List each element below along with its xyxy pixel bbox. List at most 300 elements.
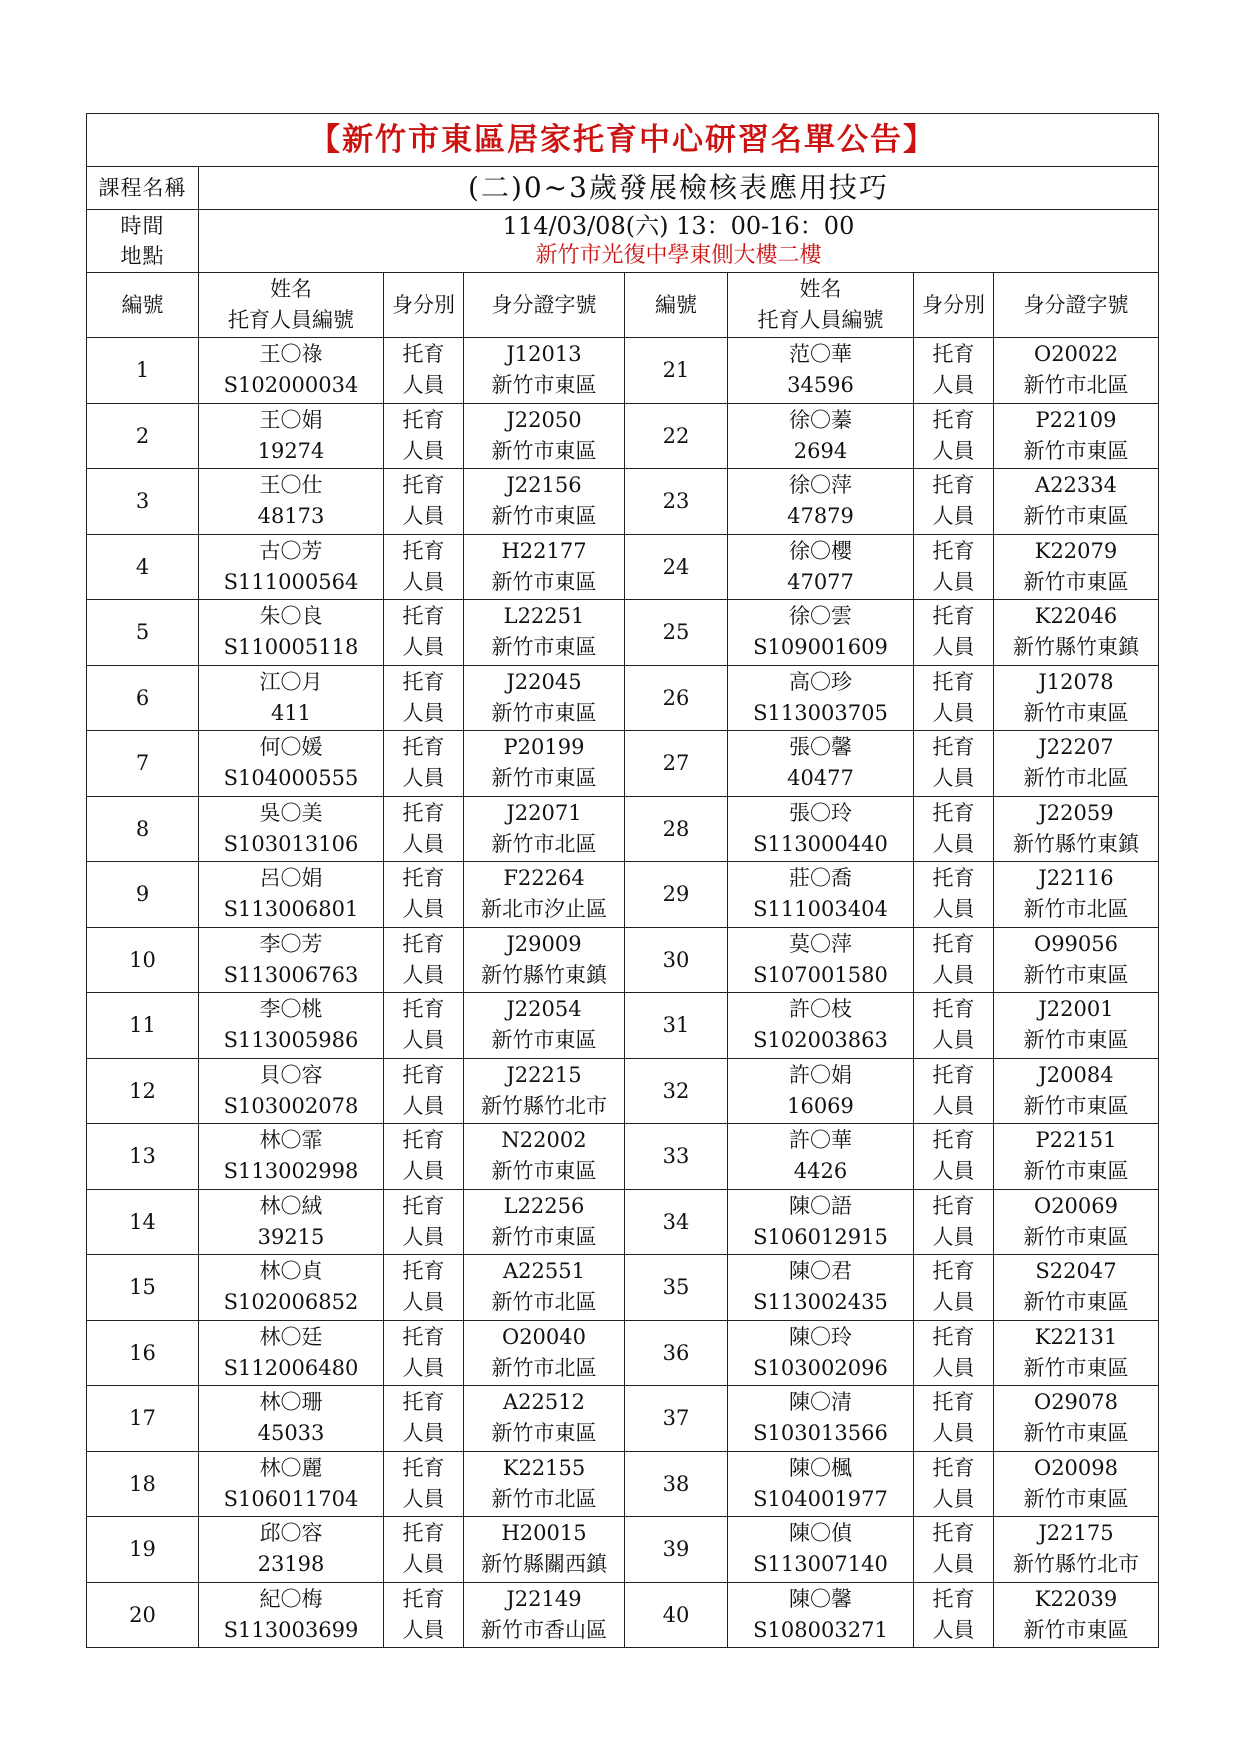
entry-identity-cell bbox=[384, 534, 464, 600]
table-row bbox=[87, 993, 1159, 1059]
entry-name: 許〇華 bbox=[789, 1128, 852, 1153]
entry-name: 陳〇馨 bbox=[789, 1586, 852, 1611]
entry-idnumber-cell bbox=[464, 1255, 625, 1321]
entry-identity-line2: 人員 bbox=[402, 1355, 445, 1380]
entry-number: 24 bbox=[625, 534, 728, 600]
entry-code: 2694 bbox=[793, 438, 848, 463]
entry-code: S113003705 bbox=[753, 700, 888, 725]
entry-idnumber: J22059 bbox=[1038, 800, 1114, 825]
entry-name-cell bbox=[199, 862, 384, 928]
entry-area: 新竹市香山區 bbox=[481, 1617, 607, 1642]
entry-area: 新竹市東區 bbox=[491, 766, 597, 791]
entry-name-cell bbox=[728, 862, 914, 928]
entry-code: S107001580 bbox=[753, 962, 888, 987]
entry-identity-line2: 人員 bbox=[932, 1224, 975, 1249]
entry-identity-cell bbox=[384, 1320, 464, 1386]
entry-identity-cell bbox=[384, 1255, 464, 1321]
entry-name-cell bbox=[728, 534, 914, 600]
entry-code: 34596 bbox=[787, 373, 854, 398]
entry-identity-line2: 人員 bbox=[932, 1552, 975, 1577]
time-value: 114/03/08(六) 13：00-16：00 bbox=[502, 212, 855, 240]
entry-name-cell bbox=[728, 993, 914, 1059]
entry-idnumber: A22551 bbox=[503, 1259, 585, 1284]
entry-identity-line2: 人員 bbox=[402, 897, 445, 922]
entry-idnumber-cell bbox=[994, 731, 1159, 797]
entry-area: 新竹縣竹東鎮 bbox=[481, 962, 607, 987]
entry-area: 新竹市北區 bbox=[491, 1290, 597, 1315]
entry-identity-cell bbox=[384, 1189, 464, 1255]
table-row bbox=[87, 862, 1159, 928]
entry-idnumber-cell bbox=[464, 993, 625, 1059]
entry-identity-line1: 托育 bbox=[932, 800, 975, 825]
header-name-line2: 托育人員編號 bbox=[228, 308, 354, 332]
entry-number: 33 bbox=[625, 1124, 728, 1190]
entry-idnumber-cell bbox=[464, 1058, 625, 1124]
entry-area: 新竹市東區 bbox=[491, 504, 597, 529]
entry-idnumber: J12078 bbox=[1038, 669, 1114, 694]
entry-name-cell bbox=[728, 338, 914, 404]
entry-identity-line2: 人員 bbox=[932, 1028, 975, 1053]
entry-code: 39215 bbox=[257, 1224, 325, 1249]
entry-idnumber: K22046 bbox=[1034, 604, 1118, 629]
entry-identity-cell bbox=[384, 731, 464, 797]
entry-code: 4426 bbox=[793, 1159, 848, 1184]
entry-identity-line1: 托育 bbox=[932, 1455, 975, 1480]
entry-identity-line2: 人員 bbox=[932, 1355, 975, 1380]
entry-idnumber-cell bbox=[994, 1582, 1159, 1648]
entry-identity-cell bbox=[914, 1058, 994, 1124]
entry-name-cell bbox=[199, 1517, 384, 1583]
entry-number: 2 bbox=[87, 403, 199, 469]
entry-number: 16 bbox=[87, 1320, 199, 1386]
entry-idnumber-cell bbox=[464, 1124, 625, 1190]
entry-name-cell bbox=[199, 534, 384, 600]
entry-idnumber-cell bbox=[994, 1451, 1159, 1517]
entry-code: S113002435 bbox=[753, 1290, 888, 1315]
entry-idnumber-cell bbox=[464, 862, 625, 928]
entry-area: 新竹市東區 bbox=[491, 1421, 597, 1446]
entry-identity-cell bbox=[384, 338, 464, 404]
entry-code: S113003699 bbox=[223, 1617, 359, 1642]
entry-idnumber-cell bbox=[994, 862, 1159, 928]
header-idnumber-right: 身分證字號 bbox=[994, 273, 1159, 338]
table-row bbox=[87, 1058, 1159, 1124]
table-row bbox=[87, 534, 1159, 600]
entry-identity-cell bbox=[384, 1124, 464, 1190]
entry-idnumber: K22155 bbox=[502, 1455, 586, 1480]
entry-identity-line2: 人員 bbox=[932, 1290, 975, 1315]
entry-idnumber-cell bbox=[994, 796, 1159, 862]
entry-identity-cell bbox=[384, 1386, 464, 1452]
entry-name-cell bbox=[728, 1058, 914, 1124]
entry-number: 34 bbox=[625, 1189, 728, 1255]
entry-identity-line2: 人員 bbox=[932, 962, 975, 987]
entry-idnumber: J12013 bbox=[506, 342, 582, 367]
entry-identity-line1: 托育 bbox=[932, 604, 975, 629]
entry-name-cell bbox=[728, 731, 914, 797]
entry-name-cell bbox=[728, 1255, 914, 1321]
entry-area: 新竹市東區 bbox=[1023, 569, 1129, 594]
entry-idnumber-cell bbox=[994, 993, 1159, 1059]
entry-name: 莫〇萍 bbox=[789, 931, 852, 956]
table-row bbox=[87, 1451, 1159, 1517]
entry-idnumber-cell bbox=[464, 1386, 625, 1452]
entry-number: 12 bbox=[87, 1058, 199, 1124]
entry-name: 張〇玲 bbox=[789, 800, 852, 825]
entry-name-cell bbox=[728, 1517, 914, 1583]
header-name-line2: 托育人員編號 bbox=[757, 308, 884, 332]
entry-name: 林〇絨 bbox=[259, 1193, 323, 1218]
header-idnumber-left: 身分證字號 bbox=[464, 273, 625, 338]
entry-idnumber-cell bbox=[464, 1320, 625, 1386]
entry-code: S113002998 bbox=[223, 1159, 359, 1184]
entry-idnumber-cell bbox=[994, 469, 1159, 535]
entry-area: 新竹縣關西鎮 bbox=[481, 1552, 607, 1577]
entry-idnumber: S22047 bbox=[1035, 1259, 1117, 1284]
entry-identity-line1: 托育 bbox=[932, 407, 975, 432]
entry-identity-line1: 托育 bbox=[932, 669, 975, 694]
entry-identity-cell bbox=[384, 993, 464, 1059]
entry-identity-line2: 人員 bbox=[932, 766, 975, 791]
entry-idnumber: A22512 bbox=[503, 1390, 585, 1415]
entry-idnumber-cell bbox=[994, 1058, 1159, 1124]
entry-identity-line1: 托育 bbox=[402, 473, 445, 498]
entry-identity-line1: 托育 bbox=[402, 866, 445, 891]
entry-identity-line2: 人員 bbox=[402, 1486, 445, 1511]
entry-identity-line2: 人員 bbox=[402, 1421, 445, 1446]
entry-identity-line2: 人員 bbox=[402, 1617, 445, 1642]
entry-number: 17 bbox=[87, 1386, 199, 1452]
entry-idnumber: J22050 bbox=[506, 407, 582, 432]
entry-area: 新竹市東區 bbox=[1023, 700, 1129, 725]
header-name-line1: 姓名 bbox=[799, 277, 842, 301]
entry-identity-line2: 人員 bbox=[402, 1093, 445, 1118]
time-place-label bbox=[87, 210, 199, 273]
entry-idnumber-cell bbox=[994, 1320, 1159, 1386]
entry-idnumber-cell bbox=[464, 731, 625, 797]
entry-idnumber: K22131 bbox=[1034, 1324, 1118, 1349]
entry-name: 林〇霏 bbox=[259, 1128, 323, 1153]
entry-area: 新竹市北區 bbox=[1023, 897, 1129, 922]
entry-name-cell bbox=[199, 1189, 384, 1255]
entry-idnumber-cell bbox=[994, 1255, 1159, 1321]
entry-area: 新竹縣竹北市 bbox=[481, 1093, 607, 1118]
entry-identity-line1: 托育 bbox=[402, 931, 445, 956]
entry-identity-cell bbox=[384, 403, 464, 469]
entry-identity-line1: 托育 bbox=[402, 735, 445, 760]
entry-identity-line1: 托育 bbox=[932, 1062, 975, 1087]
entry-area: 新北市汐止區 bbox=[481, 897, 607, 922]
entry-identity-line2: 人員 bbox=[932, 1159, 975, 1184]
entry-identity-cell bbox=[914, 1255, 994, 1321]
entry-name-cell bbox=[728, 600, 914, 666]
entry-idnumber: O20022 bbox=[1033, 342, 1119, 367]
entry-code: S112006480 bbox=[223, 1355, 359, 1380]
entry-code: S106011704 bbox=[223, 1486, 359, 1511]
entry-idnumber: J22071 bbox=[506, 800, 582, 825]
header-no-right: 編號 bbox=[625, 273, 728, 338]
entry-idnumber-cell bbox=[464, 796, 625, 862]
entry-identity-cell bbox=[384, 862, 464, 928]
entry-name-cell bbox=[728, 1582, 914, 1648]
entry-area: 新竹市東區 bbox=[1023, 1093, 1129, 1118]
entry-area: 新竹市東區 bbox=[491, 1159, 597, 1184]
entry-name: 吳〇美 bbox=[259, 800, 323, 825]
entry-identity-cell bbox=[384, 1058, 464, 1124]
entry-number: 29 bbox=[625, 862, 728, 928]
entry-area: 新竹市東區 bbox=[491, 1224, 597, 1249]
entry-name-cell bbox=[728, 403, 914, 469]
entry-idnumber: J22045 bbox=[506, 669, 582, 694]
entry-name: 林〇貞 bbox=[259, 1259, 323, 1284]
entry-name-cell bbox=[199, 1058, 384, 1124]
entry-area: 新竹市北區 bbox=[491, 1355, 597, 1380]
entry-area: 新竹市東區 bbox=[491, 1028, 597, 1053]
entry-code: S102003863 bbox=[753, 1028, 888, 1053]
entry-identity-line2: 人員 bbox=[402, 831, 445, 856]
entry-identity-line2: 人員 bbox=[402, 700, 445, 725]
entry-number: 1 bbox=[87, 338, 199, 404]
entry-name-cell bbox=[199, 1386, 384, 1452]
entry-name: 林〇麗 bbox=[259, 1455, 323, 1480]
entry-code: 411 bbox=[270, 700, 312, 725]
entry-name: 范〇華 bbox=[789, 342, 852, 367]
entry-area: 新竹市東區 bbox=[1023, 1617, 1129, 1642]
entry-identity-line2: 人員 bbox=[402, 438, 445, 463]
entry-area: 新竹市東區 bbox=[1023, 1290, 1129, 1315]
entry-identity-line1: 托育 bbox=[402, 407, 445, 432]
entry-number: 6 bbox=[87, 665, 199, 731]
entry-identity-line1: 托育 bbox=[932, 931, 975, 956]
table-row bbox=[87, 1124, 1159, 1190]
entry-identity-line2: 人員 bbox=[932, 1486, 975, 1511]
entry-number: 30 bbox=[625, 927, 728, 993]
entry-number: 28 bbox=[625, 796, 728, 862]
entry-identity-line1: 托育 bbox=[932, 1324, 975, 1349]
entry-identity-line1: 托育 bbox=[402, 604, 445, 629]
entry-identity-line1: 托育 bbox=[402, 342, 445, 367]
entry-identity-line1: 托育 bbox=[402, 1193, 445, 1218]
entry-area: 新竹市東區 bbox=[491, 569, 597, 594]
entry-identity-line2: 人員 bbox=[932, 1617, 975, 1642]
entry-identity-cell bbox=[914, 1386, 994, 1452]
entry-name: 紀〇梅 bbox=[259, 1586, 323, 1611]
entry-identity-line1: 托育 bbox=[402, 669, 445, 694]
entry-idnumber: P22109 bbox=[1035, 407, 1117, 432]
entry-name: 許〇枝 bbox=[789, 997, 852, 1022]
entry-idnumber: O99056 bbox=[1033, 931, 1119, 956]
entry-name: 陳〇偵 bbox=[789, 1521, 852, 1546]
entry-number: 4 bbox=[87, 534, 199, 600]
entry-number: 3 bbox=[87, 469, 199, 535]
entry-idnumber-cell bbox=[464, 1451, 625, 1517]
entry-code: S104000555 bbox=[223, 766, 359, 791]
entry-name-cell bbox=[728, 1124, 914, 1190]
entry-area: 新竹市東區 bbox=[1023, 1421, 1129, 1446]
table-row bbox=[87, 1582, 1159, 1648]
entry-name-cell bbox=[199, 1255, 384, 1321]
entry-name: 邱〇容 bbox=[259, 1521, 323, 1546]
entry-identity-line2: 人員 bbox=[402, 1224, 445, 1249]
entry-name: 陳〇楓 bbox=[789, 1455, 852, 1480]
table-row bbox=[87, 796, 1159, 862]
table-row bbox=[87, 338, 1159, 404]
entry-name: 呂〇娟 bbox=[259, 866, 323, 891]
entry-name: 徐〇萍 bbox=[789, 473, 852, 498]
entry-number: 7 bbox=[87, 731, 199, 797]
time-label: 時間 bbox=[120, 214, 165, 238]
entry-name-cell bbox=[199, 469, 384, 535]
entry-name-cell bbox=[728, 796, 914, 862]
entry-code: S113006801 bbox=[223, 897, 359, 922]
entry-area: 新竹縣竹東鎮 bbox=[1013, 831, 1139, 856]
entry-idnumber: O20040 bbox=[501, 1324, 587, 1349]
entry-identity-line2: 人員 bbox=[932, 635, 975, 660]
entry-area: 新竹市北區 bbox=[491, 1486, 597, 1511]
entry-idnumber: P22151 bbox=[1035, 1128, 1117, 1153]
table-row bbox=[87, 403, 1159, 469]
table-row bbox=[87, 600, 1159, 666]
entry-identity-line2: 人員 bbox=[402, 1028, 445, 1053]
entry-identity-cell bbox=[384, 1517, 464, 1583]
entry-code: S104001977 bbox=[753, 1486, 888, 1511]
entry-idnumber: J22149 bbox=[506, 1586, 582, 1611]
entry-name-cell bbox=[199, 600, 384, 666]
entry-identity-line1: 托育 bbox=[402, 1455, 445, 1480]
entry-code: S102000034 bbox=[223, 373, 359, 398]
entry-number: 36 bbox=[625, 1320, 728, 1386]
entry-number: 5 bbox=[87, 600, 199, 666]
entry-idnumber-cell bbox=[994, 600, 1159, 666]
entry-idnumber: L22256 bbox=[503, 1193, 585, 1218]
entry-idnumber: H20015 bbox=[501, 1521, 587, 1546]
entry-name-cell bbox=[199, 1320, 384, 1386]
entry-number: 22 bbox=[625, 403, 728, 469]
entry-identity-cell bbox=[914, 796, 994, 862]
entry-idnumber-cell bbox=[464, 534, 625, 600]
entry-name-cell bbox=[199, 796, 384, 862]
time-place-value bbox=[199, 210, 1159, 273]
entry-idnumber-cell bbox=[464, 927, 625, 993]
entry-code: 45033 bbox=[257, 1421, 325, 1446]
entry-identity-line2: 人員 bbox=[402, 504, 445, 529]
entry-idnumber-cell bbox=[994, 1124, 1159, 1190]
entry-identity-cell bbox=[914, 600, 994, 666]
entry-idnumber-cell bbox=[994, 665, 1159, 731]
entry-identity-cell bbox=[914, 469, 994, 535]
table-row bbox=[87, 1189, 1159, 1255]
entry-code: S111000564 bbox=[223, 569, 359, 594]
entry-identity-cell bbox=[914, 1124, 994, 1190]
entry-code: S113005986 bbox=[223, 1028, 359, 1053]
entry-idnumber: A22334 bbox=[1035, 473, 1117, 498]
entry-identity-line1: 托育 bbox=[932, 735, 975, 760]
entry-identity-line1: 托育 bbox=[932, 1128, 975, 1153]
entry-idnumber: O20069 bbox=[1033, 1193, 1119, 1218]
entry-name: 王〇娟 bbox=[259, 407, 323, 432]
entry-idnumber: K22039 bbox=[1034, 1586, 1118, 1611]
entry-number: 20 bbox=[87, 1582, 199, 1648]
entry-idnumber: J20084 bbox=[1038, 1062, 1114, 1087]
place-value: 新竹市光復中學東側大樓二樓 bbox=[535, 243, 822, 268]
entry-identity-line2: 人員 bbox=[402, 635, 445, 660]
entry-idnumber-cell bbox=[994, 1189, 1159, 1255]
entry-identity-cell bbox=[914, 927, 994, 993]
entry-number: 31 bbox=[625, 993, 728, 1059]
entry-name: 李〇桃 bbox=[259, 997, 323, 1022]
entry-idnumber: F22264 bbox=[503, 866, 585, 891]
entry-area: 新竹市東區 bbox=[1023, 1355, 1129, 1380]
entry-name-cell bbox=[199, 403, 384, 469]
table-row bbox=[87, 731, 1159, 797]
entry-identity-line1: 托育 bbox=[402, 538, 445, 563]
entry-area: 新竹市東區 bbox=[491, 700, 597, 725]
entry-area: 新竹市東區 bbox=[1023, 1224, 1129, 1249]
entry-name: 許〇娟 bbox=[789, 1062, 852, 1087]
entry-identity-line1: 托育 bbox=[402, 1324, 445, 1349]
entry-idnumber: J22001 bbox=[1038, 997, 1114, 1022]
entry-identity-cell bbox=[914, 1582, 994, 1648]
entry-idnumber: H22177 bbox=[501, 538, 587, 563]
entry-area: 新竹市北區 bbox=[1023, 373, 1129, 398]
entry-identity-line2: 人員 bbox=[402, 1290, 445, 1315]
entry-code: S111003404 bbox=[753, 897, 888, 922]
entry-identity-line2: 人員 bbox=[932, 700, 975, 725]
entry-code: 47077 bbox=[787, 569, 854, 594]
entry-area: 新竹市東區 bbox=[1023, 962, 1129, 987]
entry-number: 40 bbox=[625, 1582, 728, 1648]
entry-identity-cell bbox=[914, 534, 994, 600]
entry-code: S108003271 bbox=[753, 1617, 888, 1642]
entry-idnumber: O29078 bbox=[1033, 1390, 1119, 1415]
entry-idnumber: J22116 bbox=[1038, 866, 1114, 891]
table-row bbox=[87, 665, 1159, 731]
entry-identity-line2: 人員 bbox=[402, 1552, 445, 1577]
entry-idnumber-cell bbox=[464, 403, 625, 469]
entry-code: S113007140 bbox=[753, 1552, 888, 1577]
entry-name: 高〇珍 bbox=[789, 669, 852, 694]
entry-name: 陳〇玲 bbox=[789, 1324, 852, 1349]
entry-identity-cell bbox=[384, 665, 464, 731]
entry-name-cell bbox=[199, 927, 384, 993]
entry-identity-line1: 托育 bbox=[932, 1193, 975, 1218]
entry-identity-cell bbox=[914, 403, 994, 469]
table-row bbox=[87, 1517, 1159, 1583]
entry-identity-line1: 托育 bbox=[932, 866, 975, 891]
entry-identity-line1: 托育 bbox=[402, 1521, 445, 1546]
entry-identity-line1: 托育 bbox=[402, 997, 445, 1022]
entry-number: 10 bbox=[87, 927, 199, 993]
entry-identity-cell bbox=[914, 993, 994, 1059]
entry-identity-cell bbox=[384, 796, 464, 862]
entry-identity-line1: 托育 bbox=[402, 1390, 445, 1415]
entry-area: 新竹市北區 bbox=[491, 831, 597, 856]
entry-idnumber: J29009 bbox=[506, 931, 582, 956]
entry-identity-line2: 人員 bbox=[402, 569, 445, 594]
entry-code: 19274 bbox=[257, 438, 325, 463]
entry-identity-line2: 人員 bbox=[932, 438, 975, 463]
entry-idnumber-cell bbox=[464, 665, 625, 731]
entry-name-cell bbox=[199, 993, 384, 1059]
entry-code: S102006852 bbox=[223, 1290, 359, 1315]
entry-area: 新竹市東區 bbox=[491, 438, 597, 463]
entry-area: 新竹市東區 bbox=[1023, 504, 1129, 529]
entry-identity-line1: 托育 bbox=[402, 800, 445, 825]
entry-identity-cell bbox=[914, 731, 994, 797]
entry-code: 16069 bbox=[787, 1093, 854, 1118]
entry-identity-line1: 托育 bbox=[932, 473, 975, 498]
entry-idnumber-cell bbox=[464, 1582, 625, 1648]
